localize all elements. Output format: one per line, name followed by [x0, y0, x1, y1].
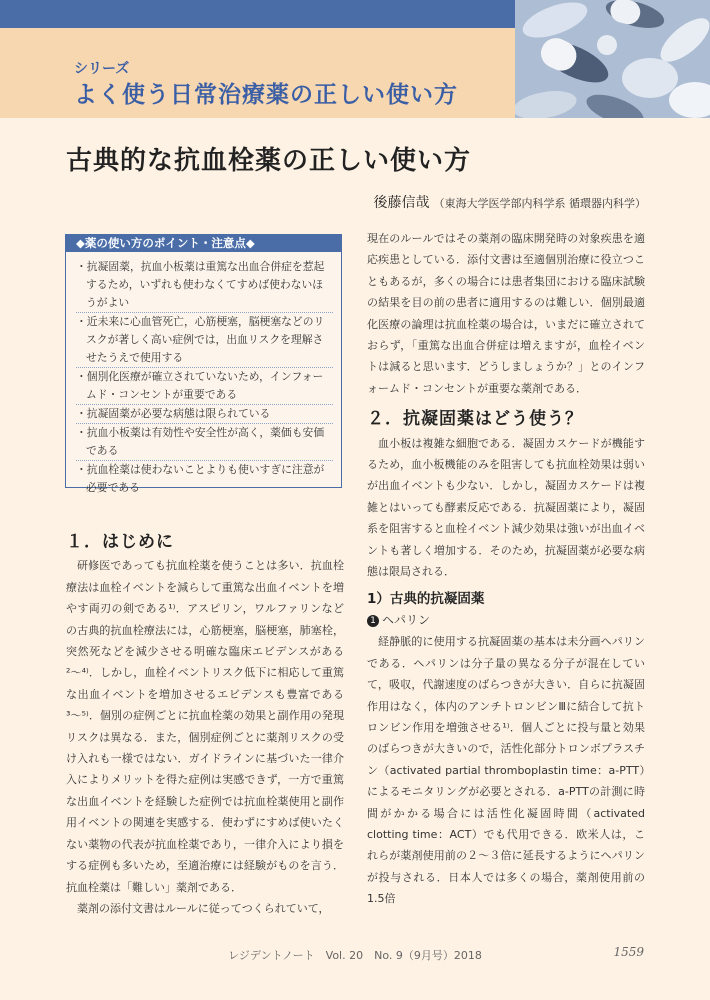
article-title: 古典的な抗血栓薬の正しい使い方: [66, 146, 472, 176]
author-affiliation: （東海大学医学部内科学系 循環器内科学）: [433, 197, 646, 210]
header-bar: [0, 0, 515, 28]
section2-heading: ２．抗凝固薬はどう使う？: [367, 409, 583, 430]
series-label: シリーズ: [74, 61, 130, 77]
point-item: ・抗凝固薬が必要な病態は限られている: [76, 405, 333, 424]
item-heparin: [367, 610, 645, 631]
footer-journal: レジデントノート Vol. 20 No. 9（9月号）2018: [228, 949, 482, 962]
author-line: [374, 192, 647, 212]
item-label: ヘパリン: [382, 612, 431, 627]
section1-para2-cont: 現在のルールではその薬剤の臨床開発時の対象疾患を適応疾患としている．添付文書は至適個別治療に役立つこともあるが，多くの場合には患者集団における臨床試験の結果を目の前の患者に適用するのは難しい．個別最適化医療の論理は抗血栓薬の場合は，いまだに確立されておらず，「重篤な出血合併症は増えますが，血栓イベントは減ると思います．どうしましょうか？」とのインフォームド・コンセントが重要な薬剤である．: [367, 232, 645, 395]
pills-photo: [515, 0, 710, 118]
point-item: ・抗凝固薬，抗血小板薬は重篤な出血合併症を惹起するため，いずれも使わなくてすめば使わないほうがよい: [76, 258, 333, 313]
points-box-title: ◆薬の使い方のポイント・注意点◆: [66, 235, 341, 252]
points-box: [65, 234, 342, 494]
section1-heading: １．はじめに: [66, 532, 174, 552]
item-number-badge: 1: [367, 615, 379, 627]
author-name: 後藤信哉: [373, 195, 430, 211]
header: [0, 0, 710, 118]
page-number: 1559: [613, 945, 644, 959]
section1-para1: 研修医であっても抗血栓薬を使うことは多い．抗血栓療法は血栓イベントを減らして重篤な出血イベントを増やす両刃の剣である¹⁾．アスピリン，ワルファリンなどの古典的抗血栓療法には，心筋梗塞，脳梗塞，肺塞栓，突然死などを減少させる明確な臨床エビデンスがある²〜⁴⁾．しかし，血栓イベントリスク低下に相応して重篤な出血イベントを増加させるエビデンスも豊富である³〜⁵⁾．個別の症例ごとに抗血栓薬の効果と副作用の発現リスクは異なる．また，個別症例ごとに薬剤リスクの受け入れも一様ではない．ガイドラインに基づいた一律介入によりメリットを得た症例は実感できず，一方で重篤な出血イベントを経験した症例では抗血栓薬使用と副作用イベントの関連を実感する．使わずにすめば使いたくない薬物の代表が抗血栓薬であり，一律介入により損をする症例も多いため，至適治療には経験がものを言う．抗血栓薬は「難しい」薬剤である．: [66, 559, 344, 894]
point-item: ・抗血小板薬は有効性や安全性が高く，薬価も安価である: [76, 424, 333, 461]
pills-illustration: [515, 0, 710, 118]
section1-para2-start: 薬剤の添付文書はルールに従ってつくられていて，: [77, 901, 330, 915]
heparin-para: 経静脈的に使用する抗凝固薬の基本は未分画ヘパリンである．ヘパリンは分子量の異なる分子が混在していて，吸収，代謝速度のばらつきが大きい．自らに抗凝固作用はなく，体内のアンチトロンビンⅢに結合して抗トロンビン作用を増強させる¹⁾．個人ごとに投与量と効果のばらつきが大きいので，活性化部分トロンボプラスチン（activated partial thromboplastin time：a-PTT）によるモニタリングが必要とされる．a-PTTの計測に時間がかかる場合には活性化凝固時間（activated clotting time：ACT）でも代用できる．欧米人は，これらが薬剤使用前の２〜３倍に延長するようにヘパリンが投与される．日本人では多くの場合，薬剤使用前の1.5倍: [367, 635, 645, 906]
point-item: ・個別化医療が確立されていないため，インフォームド・コンセントが重要である: [76, 368, 333, 405]
points-list: [76, 258, 333, 497]
point-item: ・抗血栓薬は使わないことよりも使いすぎに注意が必要である: [76, 463, 325, 494]
point-item: ・近未来に心血管死亡，心筋梗塞，脳梗塞などのリスクが著しく高い症例では，出血リスクを理解させたうえで使用する: [76, 313, 333, 368]
series-title: よく使う日常治療薬の正しい使い方: [74, 82, 458, 108]
left-column-bottom: [66, 532, 344, 919]
right-column: [367, 228, 645, 910]
subsection-heading: 1）古典的抗凝固薬: [367, 590, 485, 607]
section2-para1: 血小板は複雑な細胞である．凝固カスケードが機能するため，血小板機能のみを阻害しても抗血栓効果は弱いが出血イベントも少ない．しかし，凝固カスケードは複雑とはいっても酵素反応である．抗凝固薬により，凝固系を阻害すると血栓イベント減少効果は強いが出血イベントも著しく増加する．そのため，抗凝固薬が必要な病態は限局される．: [367, 436, 645, 579]
